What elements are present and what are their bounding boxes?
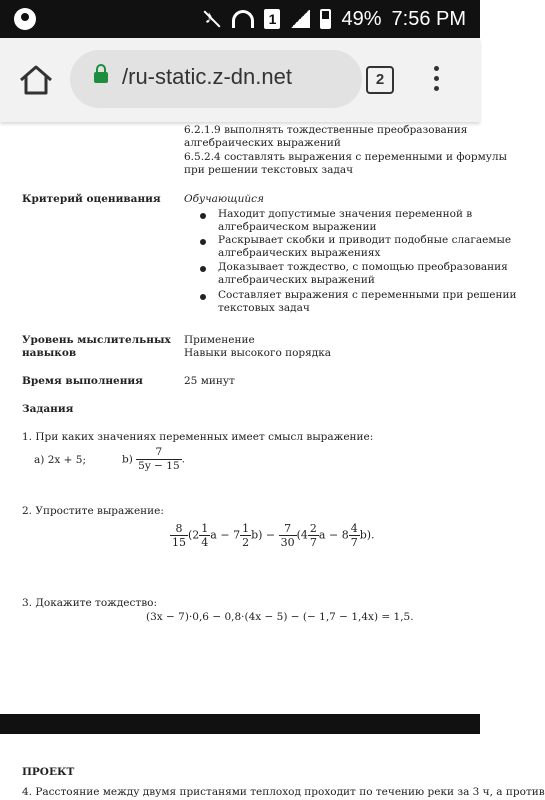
home-icon[interactable]	[18, 64, 54, 96]
criteria-label: Критерий оценивания	[22, 193, 161, 205]
time-label: Время выполнения	[22, 375, 143, 387]
tasks-heading: Задания	[22, 403, 74, 415]
mute-icon	[202, 9, 222, 29]
task-2: 2. Упростите выражение:	[22, 505, 164, 517]
thinking-label: навыков	[22, 347, 77, 359]
fraction: $\frac{7}{5y - 15}$	[138, 446, 180, 472]
fraction: $\frac{4}{7}$	[350, 522, 358, 549]
bullet	[200, 266, 206, 272]
project-label: ПРОЕКТ	[22, 766, 75, 778]
task-1-b: b) $\frac{7}{5y - 15}$ .	[122, 446, 185, 472]
criteria-item: Составляет выражения с переменными при решении	[218, 289, 517, 301]
criteria-item: Раскрывает скобки и приводит подобные слагаемые	[218, 234, 512, 246]
criteria-item: алгебраических выражений	[218, 274, 375, 286]
notification-icon	[14, 8, 36, 30]
criteria-item: текстовых задач	[218, 302, 310, 314]
document-page	[0, 122, 517, 714]
bullet	[200, 213, 206, 219]
address-bar[interactable]	[70, 50, 362, 108]
browser-toolbar	[0, 38, 480, 122]
sim-icon: 1	[264, 9, 280, 29]
lock-icon	[94, 72, 108, 83]
criteria-item: Доказывает тождество, с помощью преобразования	[218, 261, 508, 273]
overflow-menu-icon[interactable]	[432, 66, 440, 96]
battery-icon	[320, 9, 331, 29]
bullet	[200, 239, 206, 245]
task-3-expression: (3x − 7)·0,6 − 0,8·(4x − 5) − (− 1,7 − 1,4x) = 1,5.	[146, 611, 414, 623]
bullet	[200, 294, 206, 300]
tab-switcher-button[interactable]: 2	[366, 66, 394, 94]
criteria-item: алгебраических выражениях	[218, 247, 381, 259]
fraction: $\frac{8}{15}$	[172, 522, 186, 549]
objective-line: алгебраических выражений	[184, 137, 341, 149]
battery-percent: 49%	[341, 7, 382, 30]
signal-icon	[290, 10, 310, 28]
criteria-item: Находит допустимые значения переменной в	[218, 208, 473, 220]
task-1-a: а) 2x + 5;	[34, 454, 86, 466]
task-1-b-label: b)	[122, 453, 133, 466]
criteria-item: алгебраическом выражении	[218, 221, 377, 233]
status-icons	[202, 0, 466, 38]
objective-line: 6.5.2.4 составлять выражения с переменными и формулы	[184, 151, 507, 163]
fraction: $\frac{2}{7}$	[309, 522, 317, 549]
thinking-label: Уровень мыслительных	[22, 334, 171, 346]
fraction: $\frac{1}{4}$	[201, 522, 209, 549]
task-1: 1. При каких значениях переменных имеет смысл выражение:	[22, 431, 374, 443]
thinking-value: Применение	[184, 334, 255, 346]
status-bar	[0, 0, 480, 38]
task-2-expression: $\frac{8}{15}$ (2 $\frac{1}{4}$ a − 7 $\frac{1}{2}$ b) − $\frac{7}{30}$ (4 $\frac{2}{7}$ a − 8 $\frac{4}{7}$ b).	[172, 522, 375, 549]
objective-line: 6.2.1.9 выполнять тождественные преобразования	[184, 124, 468, 136]
url-text: /ru-static.z-dn.net	[122, 64, 292, 89]
fraction: $\frac{7}{30}$	[280, 522, 295, 549]
document-page-2	[0, 734, 545, 800]
learner-label: Обучающийся	[184, 193, 265, 205]
page-separator	[0, 714, 480, 734]
wifi-icon	[232, 10, 254, 28]
time-value: 25 минут	[184, 375, 235, 387]
task-4: 4. Расстояние между двумя пристанями теплоход проходит по течению реки за 3 ч, а против	[22, 786, 545, 798]
task-3: 3. Докажите тождество:	[22, 597, 157, 609]
fraction: $\frac{1}{2}$	[242, 522, 250, 549]
clock: 7:56 PM	[391, 7, 466, 30]
thinking-value: Навыки высокого порядка	[184, 347, 332, 359]
objective-line: при решении текстовых задач	[184, 164, 354, 176]
